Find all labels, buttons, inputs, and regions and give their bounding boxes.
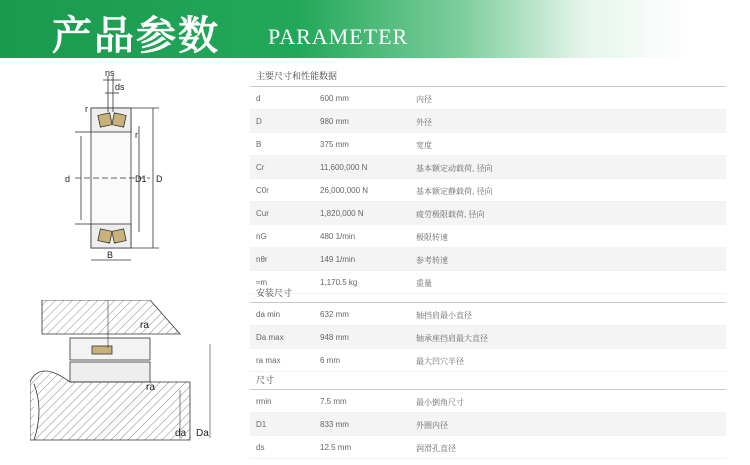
param-symbol: d	[256, 94, 261, 103]
label-d: d	[65, 174, 71, 184]
param-value: 149 1/min	[320, 255, 356, 264]
param-description: 基本额定动载荷, 径向	[416, 164, 493, 173]
param-symbol: C0r	[256, 186, 269, 195]
param-symbol: D	[256, 117, 262, 126]
param-symbol: D1	[256, 420, 267, 429]
param-value: 948 mm	[320, 333, 349, 342]
param-description: 外圈内径	[416, 421, 448, 430]
param-symbol: ≈m	[256, 278, 268, 287]
table-row	[250, 87, 726, 110]
table-row	[250, 390, 726, 413]
param-description: 最小倒角尺寸	[416, 398, 464, 407]
mounting-data-table	[250, 303, 726, 372]
param-description: 疲劳极限载荷, 径向	[416, 210, 485, 219]
param-description: 外径	[416, 118, 432, 127]
table-row	[250, 303, 726, 326]
mounting-drawing	[30, 300, 230, 450]
header-title-en: PARAMETER	[268, 24, 409, 49]
table-row	[250, 133, 726, 156]
param-description: 润滑孔直径	[416, 444, 456, 453]
param-value: 980 mm	[320, 117, 349, 126]
section-title-mounting: 安装尺寸	[256, 288, 293, 298]
param-symbol: Cr	[256, 163, 265, 172]
param-value: 480 1/min	[320, 232, 356, 241]
param-symbol: B	[256, 140, 262, 149]
param-description: 参考转速	[416, 256, 448, 265]
param-description: 极限转速	[416, 233, 448, 242]
param-symbol: nG	[256, 232, 267, 241]
param-description: 宽度	[416, 141, 432, 150]
param-value: 632 mm	[320, 310, 349, 319]
table-row	[250, 413, 726, 436]
dimensions-data-table	[250, 390, 726, 459]
main-data-table	[250, 87, 726, 294]
param-symbol: Cur	[256, 209, 269, 218]
param-description: 最大凹穴半径	[416, 357, 464, 366]
param-description: 基本额定静载荷, 径向	[416, 187, 493, 196]
param-value: 375 mm	[320, 140, 349, 149]
param-value: 11,600,000 N	[320, 163, 368, 172]
param-description: 内径	[416, 95, 432, 104]
label-ra-bottom: ra	[146, 382, 155, 393]
section-title-main: 主要尺寸和性能数据	[256, 71, 338, 81]
label-Da: Da	[196, 428, 209, 439]
table-row	[250, 225, 726, 248]
param-value: 1,170.5 kg	[320, 278, 358, 287]
param-symbol: ds	[256, 443, 265, 452]
table-row	[250, 156, 726, 179]
param-description: 重量	[416, 279, 432, 288]
table-row	[250, 436, 726, 459]
param-symbol: nθr	[256, 255, 268, 264]
param-value: 600 mm	[320, 94, 349, 103]
param-symbol: Da max	[256, 333, 284, 342]
table-row	[250, 202, 726, 225]
table-row	[250, 349, 726, 372]
header-title-cn: 产品参数	[52, 13, 220, 59]
param-value: 12.5 mm	[320, 443, 352, 452]
label-B: B	[107, 250, 114, 260]
label-D: D	[156, 174, 163, 184]
param-value: 833 mm	[320, 420, 349, 429]
param-symbol: ra max	[256, 356, 281, 365]
header-banner	[0, 0, 750, 58]
param-description: 轴挡肩最小直径	[416, 311, 472, 320]
table-row	[250, 248, 726, 271]
table-row	[250, 179, 726, 202]
section-title-dimensions: 尺寸	[256, 375, 275, 385]
param-value: 6 mm	[320, 356, 340, 365]
param-value: 7.5 mm	[320, 397, 347, 406]
param-value: 26,000,000 N	[320, 186, 369, 195]
label-r-right: r	[135, 130, 138, 140]
label-ra-top: ra	[140, 320, 149, 331]
table-row	[250, 271, 726, 294]
param-description: 轴承座挡肩最大直径	[416, 334, 488, 343]
label-r-left: r	[85, 104, 88, 114]
label-da: da	[175, 428, 187, 439]
param-symbol: rmin	[256, 397, 272, 406]
param-value: 1,820,000 N	[320, 209, 364, 218]
label-ns: ns	[105, 68, 115, 78]
table-row	[250, 110, 726, 133]
label-ds: ds	[115, 82, 125, 92]
bearing-section-drawing	[55, 66, 180, 266]
table-row	[250, 326, 726, 349]
param-symbol: da min	[256, 310, 281, 319]
label-D1: D1	[135, 174, 147, 184]
